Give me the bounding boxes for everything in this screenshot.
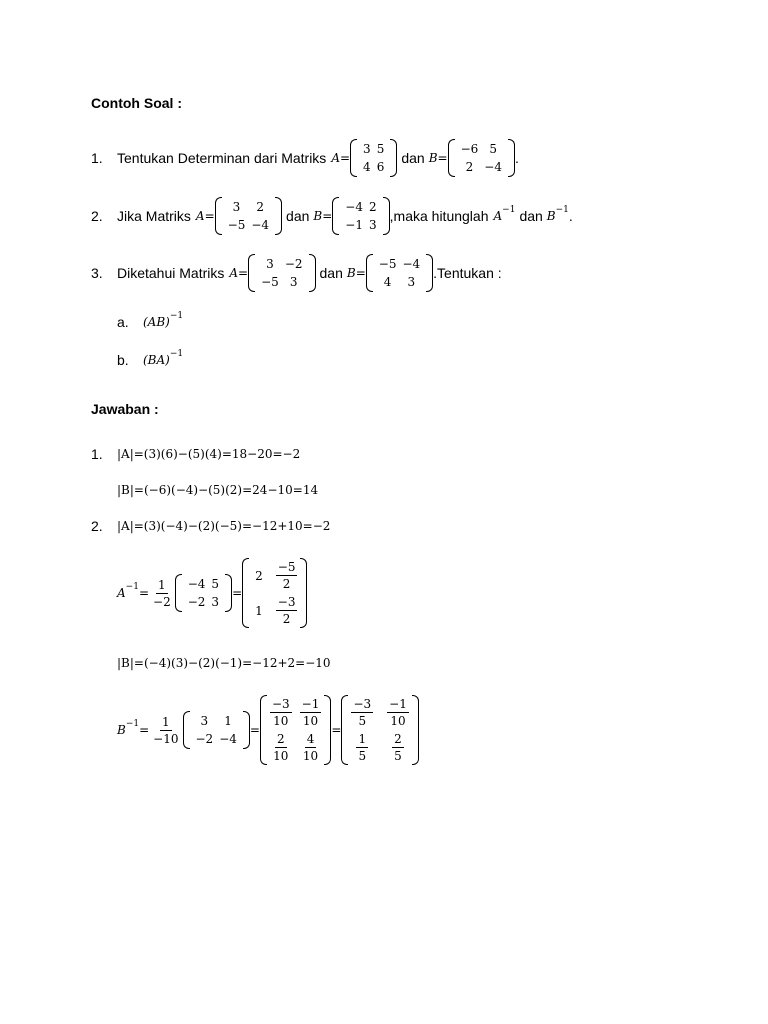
- question-3b: b. (BA) −1: [117, 349, 184, 368]
- matrix-b-inverse-result-1: $\frac{-3}{10}$ $\frac{-1}{10}$ $\frac{2}{10}$ $\frac{4}{10}$: [260, 695, 331, 765]
- question-number: 2.: [91, 208, 103, 224]
- matrix-a1: 3 5 4 6: [350, 139, 397, 177]
- matrix-a3: 3 −2 −5 3: [248, 254, 315, 292]
- matrix-adj-a: −4 5 −2 3: [175, 574, 232, 612]
- question-2: 2. Jika Matriks A = 3 2 −5 −4 dan B = −4 2 −1 3 ,maka hitunglah A −1 dan B −1 .: [91, 197, 573, 235]
- question-3: 3. Diketahui Matriks A = 3 −2 −5 3 dan B = −5 −4 4 3 .Tentukan :: [91, 255, 502, 291]
- question-number: 1.: [91, 150, 103, 166]
- question-text: Diketahui Matriks: [117, 265, 225, 281]
- answer-1-det-a: 1. |A|=(3)(6)−(5)(4)=18−20=−2: [91, 446, 301, 462]
- answer-2-det-b: |B|=(−4)(3)−(2)(−1)=−12+2=−10: [117, 656, 331, 670]
- answer-2-det-a: 2. |A|=(3)(−4)−(2)(−5)=−12+10=−2: [91, 518, 331, 534]
- matrix-b-inverse-result-2: $\frac{-3}{5}$ $\frac{-1}{10}$ $\frac{1}{5}$ $\frac{2}{5}$: [341, 695, 418, 765]
- matrix-adj-b: 3 1 −2 −4: [183, 711, 250, 749]
- b-inverse-equation: B −1 = $\frac{1}{-10}$ 3 1 −2 −4 = $\frac{-3}{10}$ $\frac{-1}{10}$ $\frac{2}{10}$ $\frac{4}{10}$ = $\frac{-3}{5}$ $\frac{-1}{10}$ $\frac{1}{5}$ $\frac{2}{5}$: [117, 690, 419, 770]
- fraction: $\frac{1}{-10}$: [153, 714, 179, 746]
- matrix-b3: −5 −4 4 3: [366, 254, 433, 292]
- heading-contoh-soal: Contoh Soal :: [91, 95, 182, 111]
- fraction: $\frac{1}{-2}$: [153, 577, 171, 609]
- question-3a: a. (AB) −1: [117, 311, 184, 330]
- matrix-b1: −6 5 2 −4: [448, 139, 515, 177]
- answer-1-det-b: |B|=(−6)(−4)−(5)(2)=24−10=14: [117, 483, 319, 497]
- matrix-b2: −4 2 −1 3: [332, 197, 389, 235]
- matrix-a-inverse-result: 2 $\frac{-5}{2}$ 1 $\frac{-3}{2}$: [242, 558, 307, 628]
- matrix-a2: 3 2 −5 −4: [215, 197, 282, 235]
- question-text: Tentukan Determinan dari Matriks: [117, 150, 327, 166]
- question-text: Jika Matriks: [117, 208, 191, 224]
- a-inverse-equation: A −1 = $\frac{1}{-2}$ −4 5 −2 3 = 2 $\frac{-5}{2}$ 1 $\frac{-3}{2}$: [117, 553, 307, 633]
- question-number: 3.: [91, 265, 103, 281]
- heading-jawaban: Jawaban :: [91, 401, 159, 417]
- question-1: 1. Tentukan Determinan dari Matriks A = 3 5 4 6 dan B = −6 5 2 −4 .: [91, 140, 519, 176]
